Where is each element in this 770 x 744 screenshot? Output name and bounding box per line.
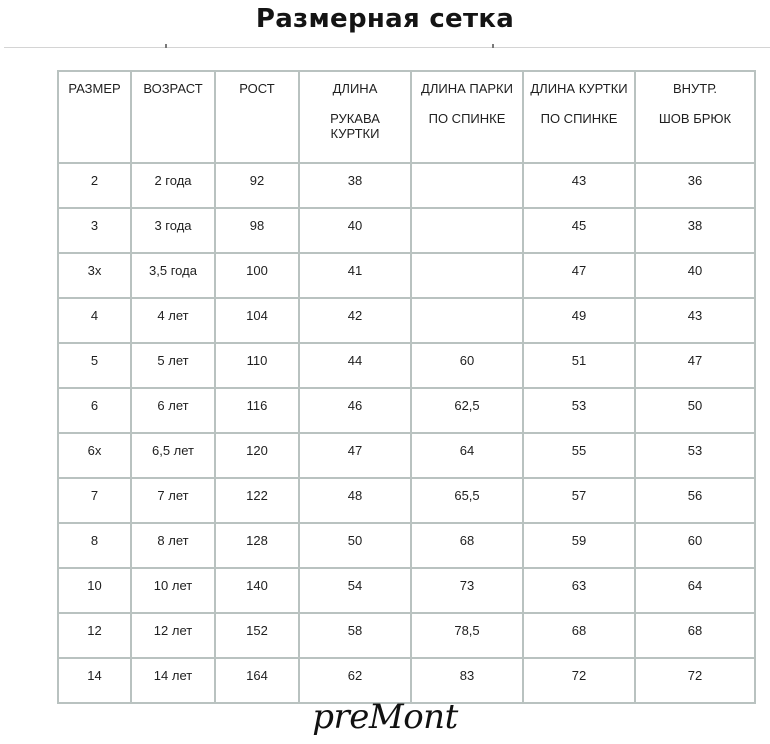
size-chart-table xyxy=(57,70,756,704)
cell-jacket-length: 55 xyxy=(523,433,635,478)
cell-size: 8 xyxy=(58,523,131,568)
cell-size: 3 xyxy=(58,208,131,253)
cell-parka-length xyxy=(411,208,523,253)
header-jacket-length xyxy=(523,71,635,163)
table-row xyxy=(58,343,755,388)
cell-size: 2 xyxy=(58,163,131,208)
brand-logo: preMont xyxy=(312,697,458,737)
cell-parka-length: 78,5 xyxy=(411,613,523,658)
divider-tick-mark xyxy=(165,44,167,48)
cell-height: 116 xyxy=(215,388,299,433)
cell-jacket-length: 57 xyxy=(523,478,635,523)
page-title: Размерная сетка xyxy=(255,4,515,34)
cell-sleeve-length: 62 xyxy=(299,658,411,703)
cell-jacket-length: 45 xyxy=(523,208,635,253)
cell-age: 8 лет xyxy=(131,523,215,568)
cell-size: 7 xyxy=(58,478,131,523)
cell-height: 104 xyxy=(215,298,299,343)
header-height xyxy=(215,71,299,163)
header-parka-length-line1: ДЛИНА ПАРКИ xyxy=(421,81,513,96)
table-row xyxy=(58,208,755,253)
cell-inseam: 38 xyxy=(635,208,755,253)
cell-height: 128 xyxy=(215,523,299,568)
cell-inseam: 36 xyxy=(635,163,755,208)
cell-age: 4 лет xyxy=(131,298,215,343)
header-age-label: ВОЗРАСТ xyxy=(143,81,203,96)
cell-sleeve-length: 44 xyxy=(299,343,411,388)
cell-inseam: 47 xyxy=(635,343,755,388)
cell-parka-length: 83 xyxy=(411,658,523,703)
header-parka-length-line2: ПО СПИНКЕ xyxy=(428,111,506,126)
cell-parka-length: 65,5 xyxy=(411,478,523,523)
cell-height: 110 xyxy=(215,343,299,388)
cell-age: 6,5 лет xyxy=(131,433,215,478)
cell-age: 3 года xyxy=(131,208,215,253)
header-sleeve-length-line1: ДЛИНА xyxy=(332,81,378,96)
cell-jacket-length: 72 xyxy=(523,658,635,703)
cell-inseam: 40 xyxy=(635,253,755,298)
cell-sleeve-length: 58 xyxy=(299,613,411,658)
table-row xyxy=(58,433,755,478)
header-jacket-length-line2: ПО СПИНКЕ xyxy=(540,111,618,126)
header-parka-length xyxy=(411,71,523,163)
cell-jacket-length: 53 xyxy=(523,388,635,433)
cell-parka-length: 60 xyxy=(411,343,523,388)
cell-parka-length: 68 xyxy=(411,523,523,568)
cell-size: 14 xyxy=(58,658,131,703)
cell-inseam: 64 xyxy=(635,568,755,613)
cell-inseam: 43 xyxy=(635,298,755,343)
table-row xyxy=(58,613,755,658)
cell-age: 3,5 года xyxy=(131,253,215,298)
header-inseam-line2: ШОВ БРЮК xyxy=(658,111,732,126)
cell-inseam: 60 xyxy=(635,523,755,568)
cell-size: 6 xyxy=(58,388,131,433)
title-divider xyxy=(4,47,770,48)
cell-age: 12 лет xyxy=(131,613,215,658)
header-sleeve-length xyxy=(299,71,411,163)
header-inseam-line1: ВНУТР. xyxy=(672,81,718,96)
cell-age: 5 лет xyxy=(131,343,215,388)
cell-sleeve-length: 42 xyxy=(299,298,411,343)
cell-jacket-length: 47 xyxy=(523,253,635,298)
brand-logo-area xyxy=(0,697,770,737)
cell-sleeve-length: 48 xyxy=(299,478,411,523)
cell-inseam: 50 xyxy=(635,388,755,433)
header-size-label: РАЗМЕР xyxy=(68,81,121,96)
header-size xyxy=(58,71,131,163)
cell-height: 164 xyxy=(215,658,299,703)
cell-jacket-length: 59 xyxy=(523,523,635,568)
cell-parka-length xyxy=(411,298,523,343)
header-inseam xyxy=(635,71,755,163)
cell-height: 92 xyxy=(215,163,299,208)
cell-sleeve-length: 41 xyxy=(299,253,411,298)
cell-sleeve-length: 50 xyxy=(299,523,411,568)
header-row xyxy=(58,71,755,163)
table-row xyxy=(58,253,755,298)
cell-inseam: 68 xyxy=(635,613,755,658)
cell-jacket-length: 63 xyxy=(523,568,635,613)
table-row xyxy=(58,523,755,568)
cell-age: 2 года xyxy=(131,163,215,208)
cell-jacket-length: 43 xyxy=(523,163,635,208)
cell-age: 10 лет xyxy=(131,568,215,613)
cell-height: 140 xyxy=(215,568,299,613)
cell-size: 4 xyxy=(58,298,131,343)
cell-height: 98 xyxy=(215,208,299,253)
table-row xyxy=(58,163,755,208)
cell-sleeve-length: 47 xyxy=(299,433,411,478)
header-age xyxy=(131,71,215,163)
cell-height: 122 xyxy=(215,478,299,523)
table-row xyxy=(58,478,755,523)
table-row xyxy=(58,388,755,433)
cell-sleeve-length: 54 xyxy=(299,568,411,613)
cell-height: 120 xyxy=(215,433,299,478)
header-sleeve-length-line2: РУКАВА КУРТКИ xyxy=(330,111,380,141)
cell-size: 10 xyxy=(58,568,131,613)
cell-jacket-length: 68 xyxy=(523,613,635,658)
cell-age: 6 лет xyxy=(131,388,215,433)
divider-tick-mark xyxy=(492,44,494,48)
table-row xyxy=(58,568,755,613)
cell-parka-length: 62,5 xyxy=(411,388,523,433)
cell-jacket-length: 51 xyxy=(523,343,635,388)
cell-sleeve-length: 38 xyxy=(299,163,411,208)
cell-size: 6х xyxy=(58,433,131,478)
cell-parka-length: 64 xyxy=(411,433,523,478)
cell-height: 152 xyxy=(215,613,299,658)
cell-sleeve-length: 40 xyxy=(299,208,411,253)
cell-inseam: 72 xyxy=(635,658,755,703)
cell-inseam: 56 xyxy=(635,478,755,523)
cell-size: 5 xyxy=(58,343,131,388)
cell-inseam: 53 xyxy=(635,433,755,478)
cell-age: 14 лет xyxy=(131,658,215,703)
cell-parka-length: 73 xyxy=(411,568,523,613)
cell-height: 100 xyxy=(215,253,299,298)
cell-age: 7 лет xyxy=(131,478,215,523)
cell-parka-length xyxy=(411,253,523,298)
header-height-label: РОСТ xyxy=(239,81,275,96)
cell-jacket-length: 49 xyxy=(523,298,635,343)
cell-size: 12 xyxy=(58,613,131,658)
cell-parka-length xyxy=(411,163,523,208)
cell-size: 3х xyxy=(58,253,131,298)
header-jacket-length-line1: ДЛИНА КУРТКИ xyxy=(530,81,628,96)
table-row xyxy=(58,298,755,343)
cell-sleeve-length: 46 xyxy=(299,388,411,433)
